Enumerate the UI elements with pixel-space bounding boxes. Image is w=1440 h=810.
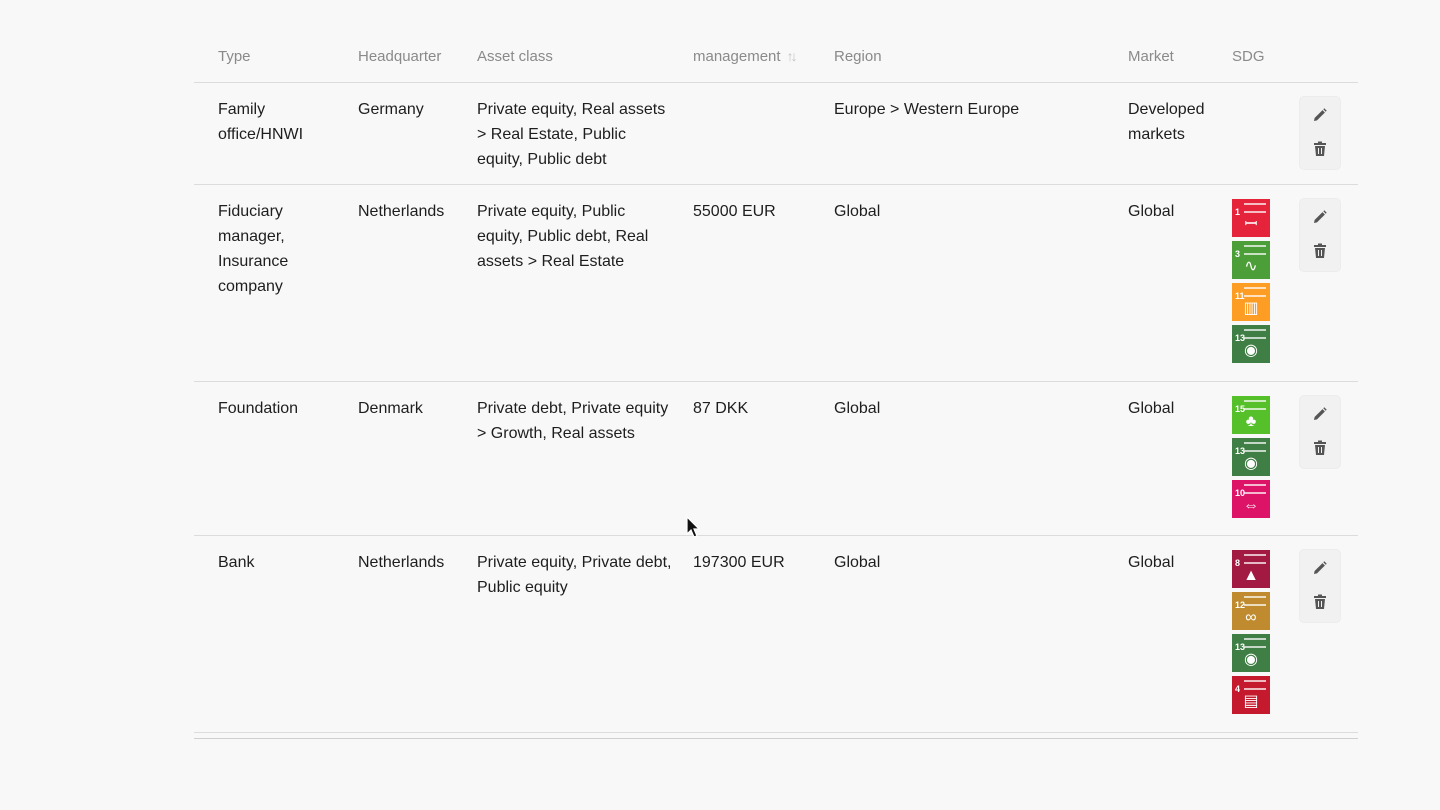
trash-icon[interactable] — [1300, 584, 1340, 618]
cell-region: Global — [834, 400, 881, 417]
cell-market: Developed markets — [1128, 101, 1205, 143]
heartbeat-icon: ∿ — [1244, 258, 1258, 275]
cell-asset-class: Private debt, Private equity > Growth, Real assets — [477, 400, 669, 442]
sdg-goal-number: 4 — [1235, 684, 1241, 694]
sdg-goal-10-tile — [1232, 480, 1270, 518]
trash-icon[interactable] — [1300, 233, 1340, 267]
column-header-management-label: management — [693, 48, 781, 65]
column-header-region[interactable]: Region — [834, 48, 882, 65]
sdg-title-lines — [1244, 287, 1266, 297]
equality-icon: ⇔ — [1243, 497, 1259, 514]
row-actions — [1300, 550, 1340, 622]
tree-icon: ♣ — [1245, 413, 1257, 430]
investors-table — [194, 36, 1358, 733]
sdg-goal-number: 3 — [1235, 249, 1241, 259]
city-icon: ▥ — [1243, 300, 1259, 317]
sdg-goal-15-tile — [1232, 396, 1270, 434]
cell-headquarter: Denmark — [358, 400, 423, 417]
trash-icon[interactable] — [1300, 131, 1340, 165]
sdg-goal-13-tile — [1232, 325, 1270, 363]
mouse-pointer-icon — [686, 516, 702, 540]
cell-headquarter: Netherlands — [358, 554, 445, 571]
cell-market: Global — [1128, 554, 1175, 571]
sdg-title-lines — [1244, 442, 1266, 452]
column-header-headquarter[interactable]: Headquarter — [358, 48, 442, 65]
sdg-goal-3-tile — [1232, 241, 1270, 279]
cell-type: Foundation — [218, 400, 299, 417]
sdg-title-lines — [1244, 680, 1266, 690]
cell-management: 55000 EUR — [693, 203, 776, 220]
sort-arrows-icon[interactable]: ↑↓ — [786, 48, 795, 64]
cell-type: Bank — [218, 554, 255, 571]
sdg-goal-12-tile — [1232, 592, 1270, 630]
sdg-title-lines — [1244, 484, 1266, 494]
eye-icon: ◉ — [1244, 455, 1258, 472]
table-bottom-divider — [194, 738, 1358, 739]
row-actions — [1300, 97, 1340, 169]
sdg-title-lines — [1244, 596, 1266, 606]
cell-management: 87 DKK — [693, 400, 749, 417]
sdg-list — [1232, 396, 1272, 522]
sdg-goal-number: 13 — [1235, 333, 1246, 343]
cell-management: 197300 EUR — [693, 554, 785, 571]
trash-icon[interactable] — [1300, 430, 1340, 464]
table-body — [194, 83, 1358, 733]
cell-asset-class: Private equity, Private debt, Public equity — [477, 554, 672, 596]
family-icon: ꟷ — [1244, 216, 1258, 233]
sdg-goal-number: 8 — [1235, 558, 1241, 568]
sdg-goal-13-tile — [1232, 438, 1270, 476]
sdg-title-lines — [1244, 638, 1266, 648]
sdg-title-lines — [1244, 554, 1266, 564]
cell-market: Global — [1128, 400, 1175, 417]
cell-region: Europe > Western Europe — [834, 101, 1020, 118]
cell-asset-class: Private equity, Public equity, Public debt, Real assets > Real Estate — [477, 203, 649, 270]
sdg-goal-number: 15 — [1235, 404, 1246, 414]
pencil-icon[interactable] — [1300, 550, 1340, 584]
cell-region: Global — [834, 203, 881, 220]
pencil-icon[interactable] — [1300, 97, 1340, 131]
column-header-asset-class[interactable]: Asset class — [477, 48, 553, 65]
sdg-goal-number: 13 — [1235, 446, 1246, 456]
eye-icon: ◉ — [1244, 651, 1258, 668]
growth-chart-icon: ▲ — [1243, 567, 1259, 584]
cell-headquarter: Netherlands — [358, 203, 445, 220]
sdg-title-lines — [1244, 203, 1266, 213]
cell-type: Fiduciary manager, Insurance company — [218, 203, 289, 295]
sdg-goal-number: 13 — [1235, 642, 1246, 652]
row-actions — [1300, 199, 1340, 271]
pencil-icon[interactable] — [1300, 199, 1340, 233]
cell-type: Family office/HNWI — [218, 101, 304, 143]
sdg-goal-4-tile — [1232, 676, 1270, 714]
cell-market: Global — [1128, 203, 1175, 220]
table-row — [194, 382, 1358, 536]
sdg-title-lines — [1244, 329, 1266, 339]
sdg-goal-number: 10 — [1235, 488, 1246, 498]
sdg-goal-8-tile — [1232, 550, 1270, 588]
column-header-management[interactable] — [693, 48, 795, 65]
sdg-list — [1232, 199, 1272, 367]
column-header-type[interactable]: Type — [218, 48, 251, 65]
sdg-goal-11-tile — [1232, 283, 1270, 321]
infinity-icon: ∞ — [1245, 609, 1257, 626]
book-icon: ▤ — [1243, 693, 1259, 710]
eye-icon: ◉ — [1244, 342, 1258, 359]
table-header — [194, 36, 1358, 83]
cell-region: Global — [834, 554, 881, 571]
column-header-sdg[interactable]: SDG — [1232, 48, 1265, 65]
sdg-goal-number: 12 — [1235, 600, 1246, 610]
table-row — [194, 83, 1358, 185]
table-row — [194, 536, 1358, 733]
table-row — [194, 185, 1358, 382]
sdg-goal-13-tile — [1232, 634, 1270, 672]
sdg-goal-1-tile — [1232, 199, 1270, 237]
sdg-goal-number: 1 — [1235, 207, 1241, 217]
sdg-title-lines — [1244, 245, 1266, 255]
cell-asset-class: Private equity, Real assets > Real Estate, Public equity, Public debt — [477, 101, 666, 168]
column-header-market[interactable]: Market — [1128, 48, 1174, 65]
sdg-title-lines — [1244, 400, 1266, 410]
sdg-goal-number: 11 — [1235, 291, 1245, 301]
row-actions — [1300, 396, 1340, 468]
cell-headquarter: Germany — [358, 101, 424, 118]
pencil-icon[interactable] — [1300, 396, 1340, 430]
sdg-list — [1232, 550, 1272, 718]
